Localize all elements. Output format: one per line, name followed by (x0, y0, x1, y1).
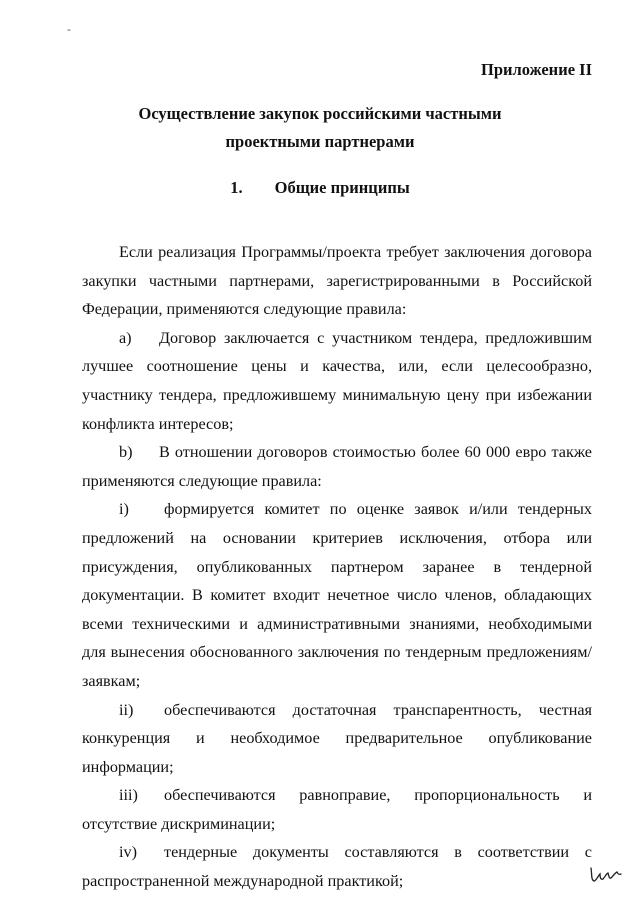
section-title: Общие принципы (274, 178, 410, 197)
body-text (82, 238, 592, 896)
sub-item-iv (82, 838, 592, 895)
item-label: iv) (119, 843, 137, 862)
item-text: обеспечиваются равноправие, пропорциональность и отсутствие дискриминации; (82, 786, 592, 833)
appendix-label: Приложение II (481, 60, 592, 79)
section-number: 1. (230, 178, 243, 197)
sub-item-iii (82, 781, 592, 838)
section-heading (0, 178, 640, 198)
list-item-b (82, 438, 592, 495)
sub-item-ii (82, 696, 592, 782)
intro-paragraph: Если реализация Программы/проекта требует заключения договора закупки частными партнерами, зарегистрированными в Российской Федерации, применяются следующие правила: (82, 243, 592, 319)
title-line-1: Осуществление закупок российскими частными (138, 104, 502, 123)
item-text: тендерные документы составляются в соответствии с распространенной международной практикой; (82, 843, 592, 891)
signature-initials-icon (588, 862, 624, 884)
item-text: обеспечиваются достаточная транспарентность, честная конкуренция и необходимое предварительное опубликование информации; (82, 700, 592, 776)
document-title (0, 100, 640, 156)
item-text: В отношении договоров стоимостью более 60 000 евро также применяются следующие правила: (82, 443, 592, 490)
item-text: формируется комитет по оценке заявок и/или тендерных предложений на основании критериев исключения, отбора или присуждения, опубликованных партнером заранее в тендерной документации. В комитет входит нечетное число членов, обладающих всеми техническими и административными знаниями, необходимыми для вынесения обоснованного заключения по тендерным предложениям/заявкам; (82, 500, 592, 690)
item-label: ii) (119, 700, 134, 719)
item-label: a) (119, 328, 132, 347)
item-text: Договор заключается с участником тендера, предложившим лучшее соотношение цены и качества, или, если целесообразно, участнику тендера, предложившему минимальную цену при избежании конфликта интересов; (82, 328, 592, 433)
title-line-2: проектными партнерами (225, 132, 415, 151)
sub-item-i (82, 495, 592, 695)
item-label: iii) (119, 786, 138, 805)
list-item-a (82, 324, 592, 438)
item-label: b) (119, 443, 133, 462)
item-label: i) (119, 500, 129, 519)
corner-mark: - (67, 22, 71, 36)
